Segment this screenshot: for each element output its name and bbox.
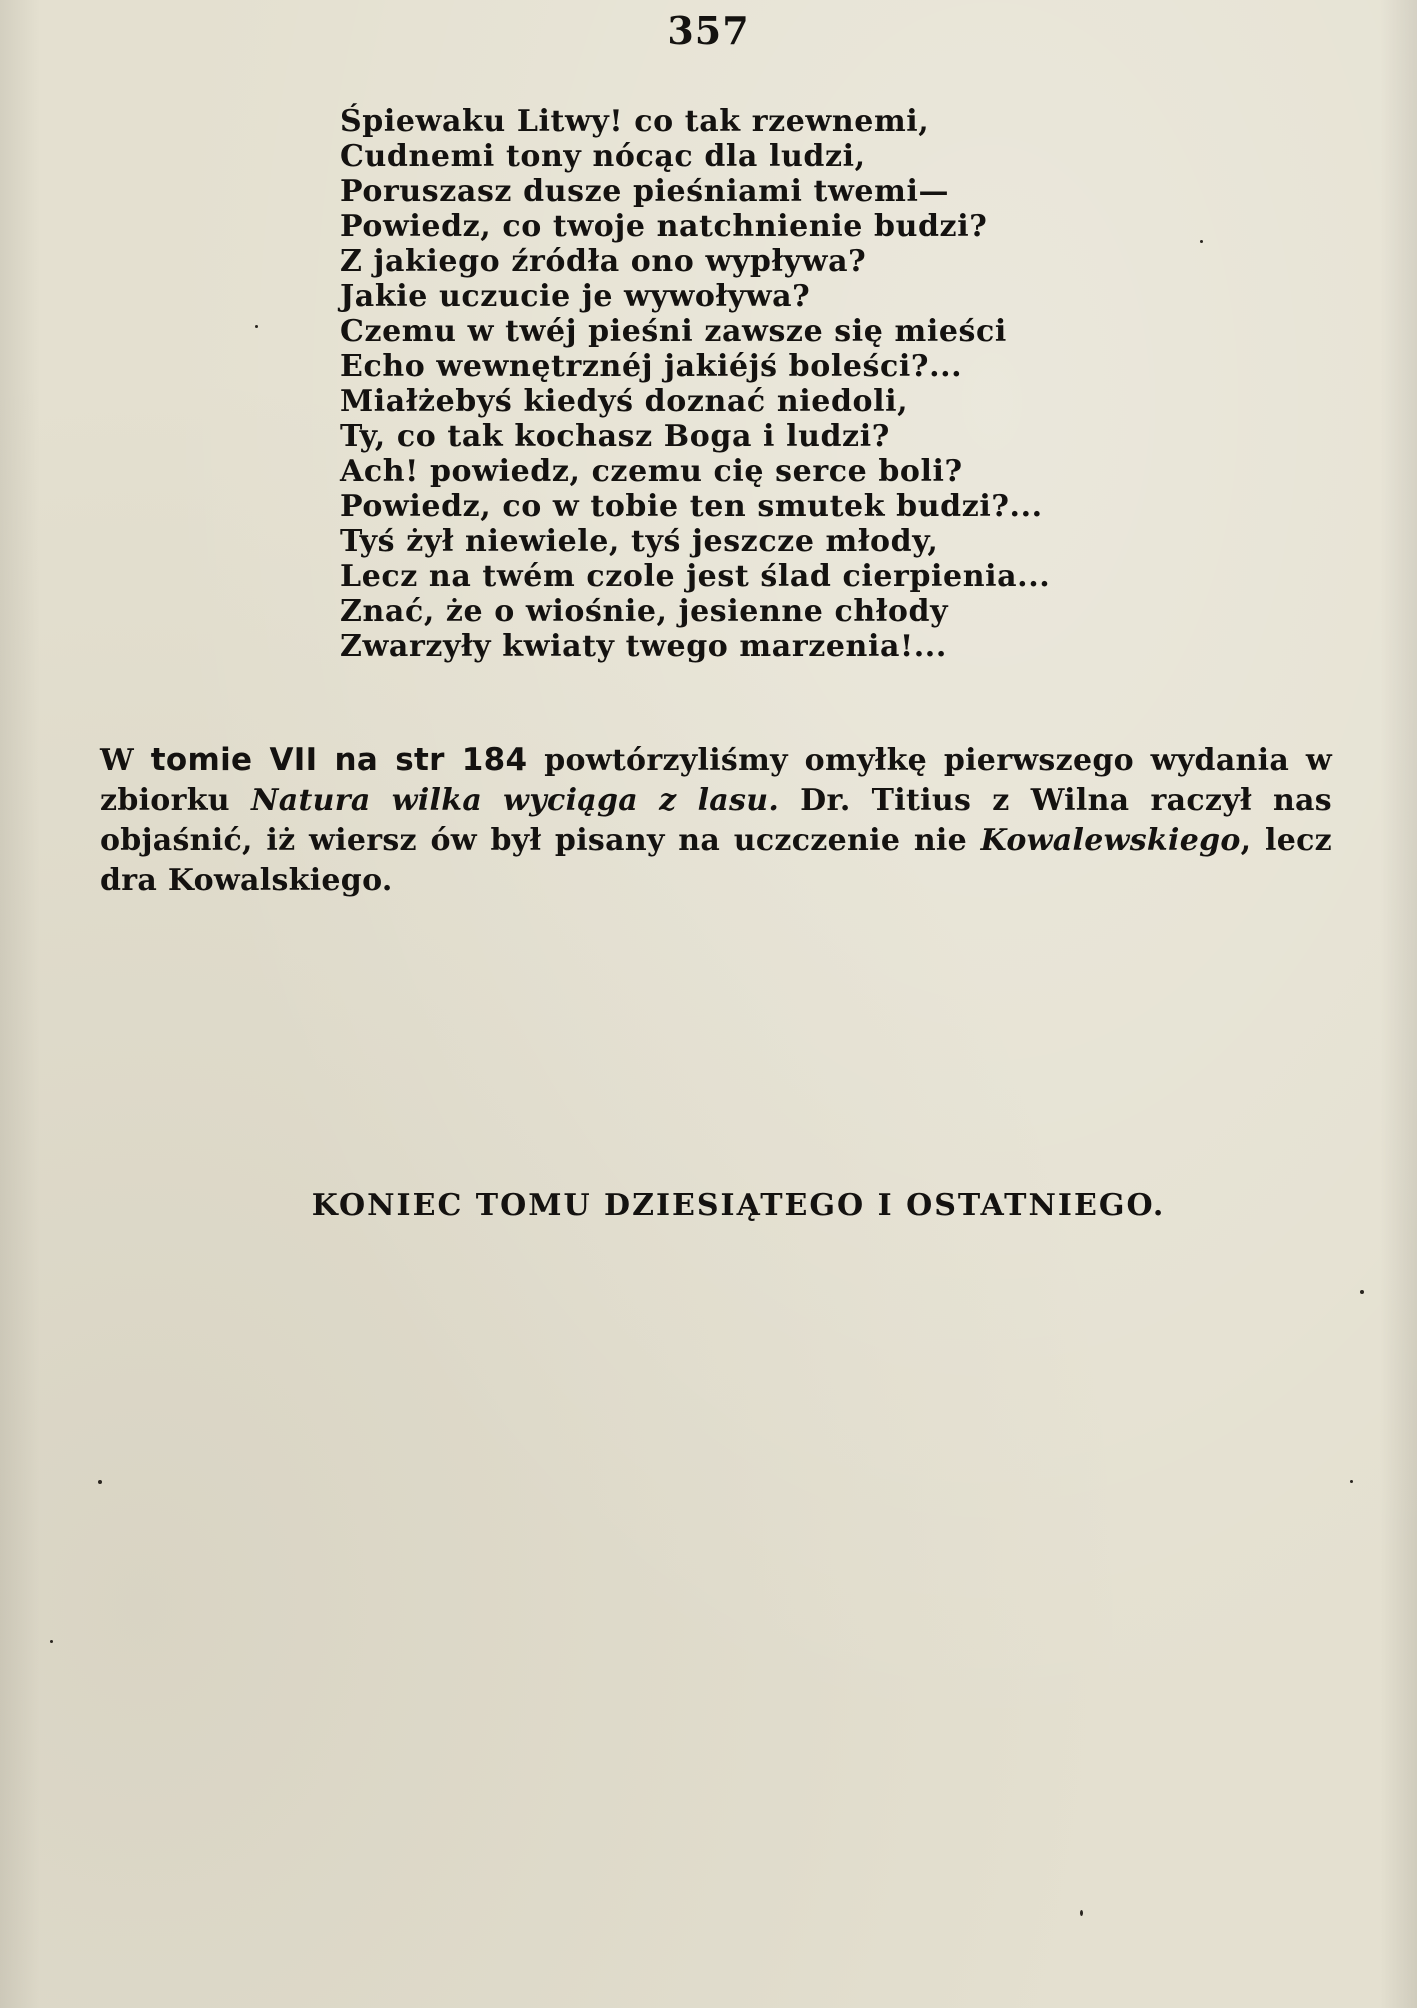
- poem-line: Cudnemi tony nócąc dla ludzi,: [340, 139, 866, 174]
- errata-note: [100, 740, 1332, 901]
- note-work-title: Natura wilka wyciąga z lasu.: [251, 783, 780, 818]
- poem-line: Ty, co tak kochasz Boga i ludzi?: [340, 419, 890, 454]
- poem-line: Ach! powiedz, czemu cię serce boli?: [340, 454, 963, 489]
- poem-line: Poruszasz dusze pieśniami twemi—: [340, 174, 950, 209]
- poem-line: Echo wewnętrznéj jakiéjś boleści?...: [340, 349, 963, 384]
- paper-speck: [1350, 1480, 1353, 1483]
- paper-speck: [1200, 240, 1203, 243]
- poem-line: Tyś żył niewiele, tyś jeszcze młody,: [340, 524, 939, 559]
- poem-line: Lecz na twém czole jest ślad cierpienia...: [340, 559, 1051, 594]
- note-name-italic: Kowalewskiego: [980, 823, 1241, 858]
- poem-line: Jakie uczucie je wywoływa?: [340, 279, 811, 314]
- note-text: W: [100, 743, 151, 778]
- poem-line: Miałżebyś kiedyś doznać niedoli,: [340, 384, 909, 419]
- poem-line: Powiedz, co twoje natchnienie budzi?: [340, 209, 988, 244]
- poem-line: Zwarzyły kwiaty twego marzenia!...: [340, 629, 947, 664]
- poem-line: Z jakiego źródła ono wypływa?: [340, 244, 867, 279]
- page-number: 357: [667, 8, 750, 53]
- end-of-volume-line: KONIEC TOMU DZIESIĄTEGO I OSTATNIEGO.: [311, 1188, 1166, 1223]
- poem: [340, 104, 1100, 664]
- paper-speck: [1360, 1290, 1364, 1294]
- paper-speck: [98, 1480, 102, 1484]
- poem-line: Znać, że o wiośnie, jesienne chłody: [340, 594, 949, 629]
- poem-line: Czemu w twéj pieśni zawsze się mieści: [340, 314, 1007, 349]
- paper-speck: [1080, 1910, 1083, 1916]
- note-text: , lecz dra Kowalskiego.: [100, 823, 1332, 898]
- note-text: powtórzyliśmy omyłkę pierwszego wydania w zbiorku: [100, 743, 1332, 818]
- paper-speck: [50, 1640, 53, 1643]
- poem-line: Śpiewaku Litwy! co tak rzewnemi,: [340, 104, 930, 139]
- note-text: Dr. Titius z Wilna raczył nas objaśnić, iż wiersz ów był pisany na uczczenie nie: [100, 783, 1332, 858]
- poem-line: Powiedz, co w tobie ten smutek budzi?...: [340, 489, 1043, 524]
- paper-speck: [255, 325, 258, 328]
- note-volume-reference: tomie VII na str 184: [150, 742, 528, 778]
